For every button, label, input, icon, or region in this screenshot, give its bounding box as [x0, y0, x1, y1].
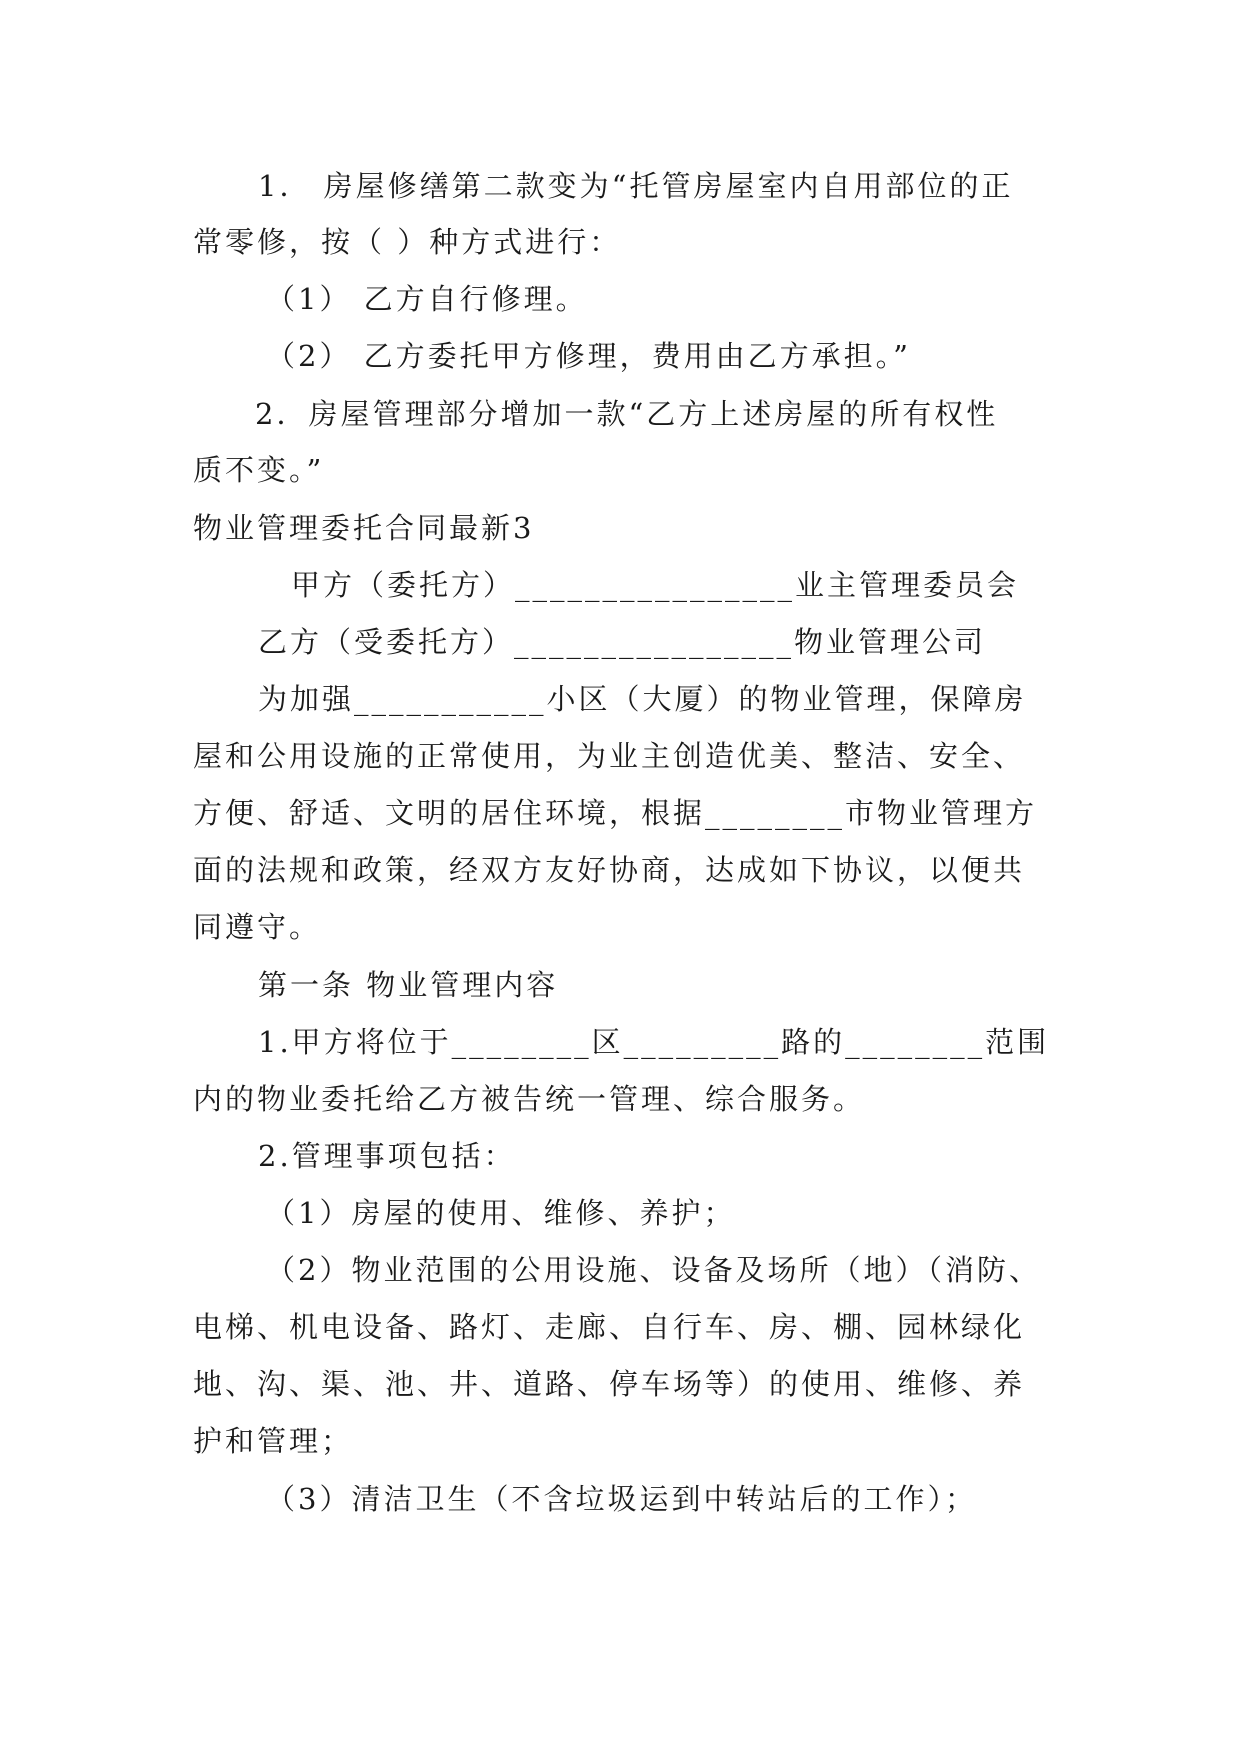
clause-1-option-2: （2） 乙方委托甲方修理，费用由乙方承担。” [266, 339, 911, 373]
item-2-sub-2-line-2: 电梯、机电设备、路灯、走廊、自行车、房、棚、园林绿化 [193, 1310, 1026, 1344]
preamble-line-3: 方便、舒适、文明的居住环境，根据________市物业管理方 [193, 796, 1038, 830]
clause-2-line-1: 2．房屋管理部分增加一款“乙方上述房屋的所有权性 [255, 397, 999, 431]
article-1-heading: 第一条 物业管理内容 [258, 968, 559, 1002]
article-1-item-1-line-1: 1.甲方将位于________区_________路的________范围 [258, 1025, 1050, 1059]
item-2-sub-3: （3）清洁卫生（不含垃圾运到中转站后的工作）； [266, 1482, 977, 1516]
article-1-item-1-line-2: 内的物业委托给乙方被告统一管理、综合服务。 [193, 1082, 866, 1116]
clause-1-line-2: 常零修，按（ ）种方式进行： [193, 225, 622, 259]
section-title: 物业管理委托合同最新3 [193, 511, 535, 545]
item-2-sub-2-line-3: 地、沟、渠、池、井、道路、停车场等）的使用、维修、养 [193, 1367, 1026, 1401]
item-2-sub-2-line-4: 护和管理； [193, 1424, 354, 1458]
item-2-sub-2-line-1: （2）物业范围的公用设施、设备及场所（地）（消防、 [266, 1253, 1041, 1287]
preamble-line-1: 为加强___________小区（大厦）的物业管理，保障房 [258, 682, 1027, 716]
item-2-sub-1: （1）房屋的使用、维修、养护； [266, 1196, 736, 1230]
party-b: 乙方（受委托方）________________物业管理公司 [258, 625, 987, 659]
clause-1-line-1: 1． 房屋修缮第二款变为“托管房屋室内自用部位的正 [258, 169, 1014, 203]
preamble-line-4: 面的法规和政策，经双方友好协商，达成如下协议，以便共 [193, 853, 1026, 887]
party-a: 甲方（委托方）________________业主管理委员会 [291, 568, 1020, 602]
clause-1-option-1: （1） 乙方自行修理。 [266, 282, 588, 316]
clause-2-line-2: 质不变。” [193, 453, 325, 487]
preamble-line-5: 同遵守。 [193, 910, 322, 944]
preamble-line-2: 屋和公用设施的正常使用，为业主创造优美、整洁、安全、 [193, 739, 1026, 773]
article-1-item-2: 2.管理事项包括： [258, 1139, 516, 1173]
